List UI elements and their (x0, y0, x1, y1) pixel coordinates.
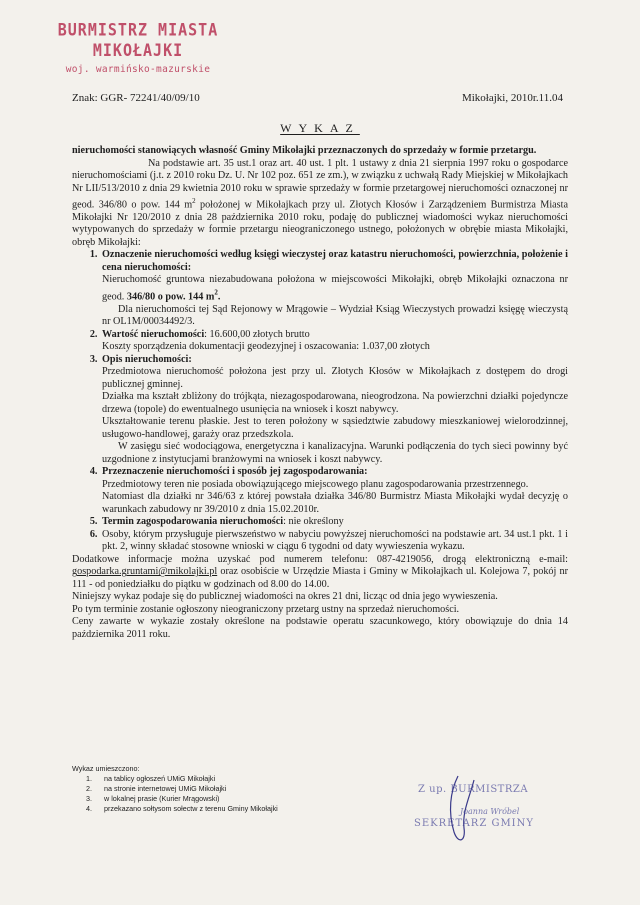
signature-role: SEKRETARZ GMINY (414, 818, 534, 829)
section-3-para-3: Ukształtowanie terenu płaskie. Jest to teren położony w sąsiedztwie zabudowy mieszkaniowej wielorodzinnej, usługowo-handlowej, garaży oraz przedszkola. (102, 416, 568, 440)
contact-info: Dodatkowe informacje można uzyskać pod numerem telefonu: 087-4219056, drogą elektroniczną e-mail: gospodarka.gruntami@mikolajki.pl oraz osobiście w Urzędzie Miasta i Gminy w Mikołajkach ul. Kolejowa 7, pokój nr 111 - od poniedziałku do piątku w godzinach od 8.00 do 14.00. (72, 553, 568, 590)
stamp-region: woj. warmińsko-mazurskie (65, 64, 211, 75)
section-4-para-1: Przedmiotowy teren nie posiada obowiązującego miejscowego planu zagospodarowania przestrzennego. (102, 478, 529, 490)
document-title: WYKAZ (280, 121, 360, 135)
auction-notice: Po tym terminie zostanie ogłoszony nieograniczony przetarg ustny na sprzedaż nieruchomości. (72, 603, 460, 615)
section-5 (100, 516, 568, 529)
posting-item: 1. na tablicy ogłoszeń UMiG Mikołajki (94, 774, 278, 784)
section-4 (100, 466, 568, 516)
section-2-costs: Koszty sporządzenia dokumentacji geodezyjnej i oszacowania: 1.037,00 złotych (102, 341, 430, 353)
email-link[interactable]: gospodarka.gruntami@mikolajki.pl (72, 566, 218, 578)
signature-stamp (414, 784, 568, 829)
section-1 (100, 249, 568, 328)
posting-item: 4. przekazano sołtysom sołectw z terenu Gminy Mikołajki (94, 804, 278, 814)
section-2 (100, 329, 568, 354)
posting-heading: Wykaz umieszczono: (72, 764, 140, 773)
section-4-title: 4. Przeznaczenie nieruchomości i sposób jej zagospodarowania: (102, 466, 368, 478)
section-2-title: 2. Wartość nieruchomości: 16.600,00 złotych brutto (102, 328, 310, 340)
place-and-date: Mikołajki, 2010r.11.04 (461, 92, 563, 104)
section-4-para-2: Natomiast dla działki nr 346/63 z której powstała działka 346/80 Burmistrz Miasta Mikołajki wydał decyzję o warunkach zabudowy nr 39/2010 z dnia 15.02.2010r. (102, 491, 568, 515)
posting-item: 2. na stronie internetowej UMiG Mikołajki (94, 784, 278, 794)
section-3-para-1: Przedmiotowa nieruchomość położona jest przy ul. Złotych Kłosów w Mikołajkach z dostępem do drogi publicznej gminnej. (102, 366, 568, 390)
section-3-title: 3. Opis nieruchomości: (102, 353, 192, 365)
publication-period: Niniejszy wykaz podaje się do publicznej wiadomości na okres 21 dni, licząc od dnia jego wywieszenia. (72, 591, 498, 603)
office-stamp (38, 19, 238, 75)
signature-authority: Z up. BURMISTRZA (418, 784, 529, 795)
stamp-office-name: BURMISTRZ MIASTA MIKOŁAJKI (57, 19, 219, 61)
section-3-para-2: Działka ma kształt zbliżony do trójkąta, niezagospodarowana, nieogrodzona. Na powierzchni działki pojedyncze drzewa (topole) do ewentualnego usunięcia na wniosek i koszt nabywcy. (102, 391, 568, 415)
sections-list (72, 249, 568, 553)
price-validity: Ceny zawarte w wykazie zostały określone na podstawie operatu szacunkowego, który obowiązuje do dnia 14 października 2011 roku. (72, 616, 568, 640)
section-6 (100, 529, 568, 554)
intro-paragraph: Na podstawie art. 35 ust.1 oraz art. 40 ust. 1 plt. 1 ustawy z dnia 21 sierpnia 1997 roku o gospodarce nieruchomościami (j.t. z 2010 roku Dz. U. Nr 102 poz. 651 ze zm.), w związku z uchwałą Rady Miejskiej w Mikołajkach Nr LII/513/2010 z dnia 29 kwietnia 2010 roku w sprawie sprzedaży w formie przetargowej nieruchomości oznaczonej nr geod. 346/80 o pow. 144 $m^2$ położonej w Mikołajkach przy ul. Złotych Kłosów i Zarządzeniem Burmistrza Miasta Mikołajki Nr 120/2010 z dnia 28 października 2010 roku, podaję do publicznej wiadomości wykaz nieruchomości wytypowanych do sprzedaży w formie przetargu nieograniczonego ustnego, położonych w obrębie miasta Mikołajki, obręb Mikołajki: (72, 157, 568, 248)
section-6-text: 6. Osoby, którym przysługuje pierwszeństwo w nabyciu powyższej nieruchomości na podstawie art. 34 ust.1 pkt. 1 i pkt. 2, winny składać stosowne wnioski w ciągu 6 tygodni od daty wywieszenia wykazu. (102, 528, 568, 553)
signature-name: Joanna Wróbel (460, 807, 520, 816)
section-1-para-1: Nieruchomość gruntowa niezabudowana położona w miejscowości Mikołajki, obręb Mikołajki oznaczona nr geod. 346/80 o pow. 144 $m^2$. (102, 274, 568, 303)
signature-scribble-icon (440, 772, 480, 852)
posting-item: 3. w lokalnej prasie (Kurier Mrągowski) (94, 794, 278, 804)
intro-lead: nieruchomości stanowiących własność Gminy Mikołajki przeznaczonych do sprzedaży w formie przetargu. (72, 145, 537, 156)
reference-number: Znak: GGR- 72241/40/09/10 (72, 92, 200, 104)
section-3-para-4: W zasięgu sieć wodociągowa, energetyczna i kanalizacyjna. Warunki podłączenia do tych sieci powinny być uzgodnione z instytucjami branżowymi na wniosek i koszt nabywcy. (102, 441, 568, 465)
section-3 (100, 354, 568, 467)
section-1-para-2: Dla nieruchomości tej Sąd Rejonowy w Mrągowie – Wydział Ksiąg Wieczystych prowadzi księgę wieczystą nr OL1M/00034492/3. (102, 303, 568, 328)
posting-locations (72, 764, 278, 814)
section-1-title: 1. Oznaczenie nieruchomości według księgi wieczystej oraz katastru nieruchomości, powierzchnia, położenie i cena nieruchomości: (102, 249, 568, 273)
section-5-title: 5. Termin zagospodarowania nieruchomości: nie określony (102, 516, 344, 528)
document-body (72, 145, 568, 641)
